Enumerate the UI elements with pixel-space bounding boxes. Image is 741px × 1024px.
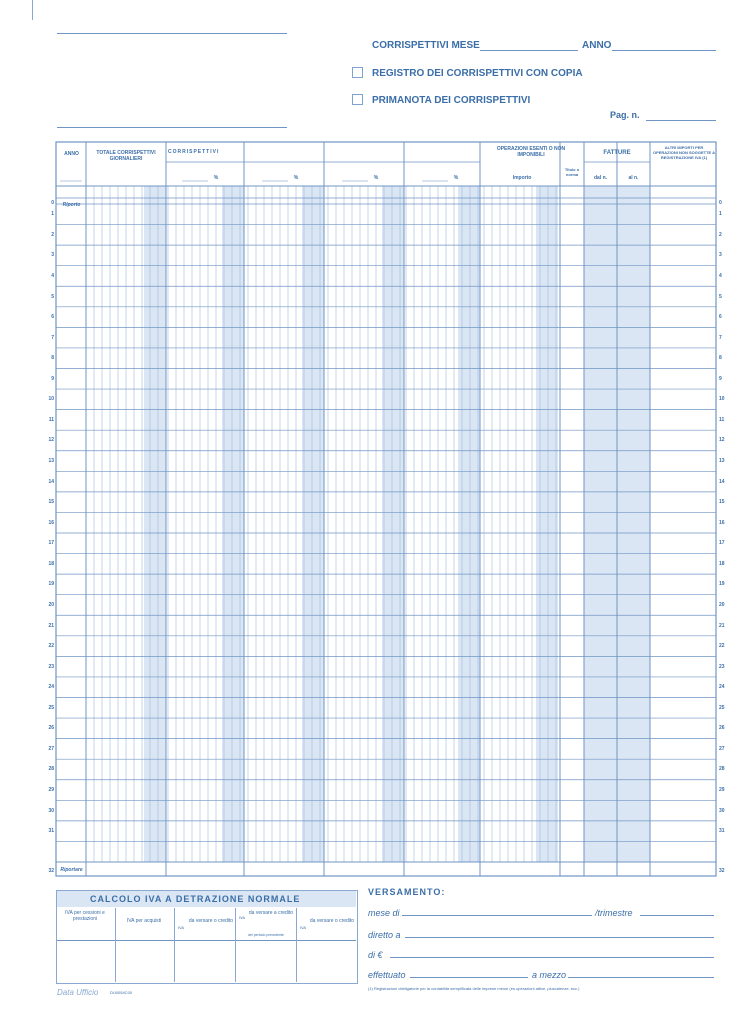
row-number-left: 8: [51, 355, 54, 362]
row-number-right: 24: [719, 684, 725, 691]
row-number-left: 7: [51, 334, 54, 341]
row-number-right: 17: [719, 540, 725, 547]
row-number-left: 27: [48, 745, 54, 752]
row-number-left: 29: [48, 787, 54, 794]
percent-label-3: %: [373, 175, 379, 181]
col-corrispettivi-header: CORRISPETTIVI: [168, 149, 220, 155]
row-number-right: 20: [719, 601, 725, 608]
row-number-left: 12: [48, 437, 54, 444]
row-number-right: 23: [719, 663, 725, 670]
row-number-right: 26: [719, 725, 725, 732]
riporto-label: Riporto: [62, 202, 81, 208]
row-number-right: 22: [719, 643, 725, 650]
row-number-left: 32: [48, 868, 54, 874]
versamento-effettuato-field[interactable]: [410, 977, 528, 978]
row-number-left: 19: [48, 581, 54, 588]
calcolo-col4: da versare a credito: [248, 910, 294, 916]
row-number-right: 0: [719, 200, 722, 206]
row-number-right: 12: [719, 437, 725, 444]
col-importo-header: Importo: [512, 175, 532, 181]
row-number-right: 8: [719, 355, 722, 362]
versamento-diretto-label: diretto a: [368, 930, 401, 940]
row-number-right: 29: [719, 787, 725, 794]
calcolo-title: CALCOLO IVA A DETRAZIONE NORMALE: [90, 894, 301, 904]
row-number-left: 23: [48, 663, 54, 670]
col-anno-header: ANNO: [64, 151, 79, 157]
versamento-euro-field[interactable]: [390, 957, 714, 958]
versamento-title: VERSAMENTO:: [368, 887, 446, 897]
row-number-right: 32: [719, 868, 725, 874]
row-number-left: 25: [48, 704, 54, 711]
row-number-left: 28: [48, 766, 54, 773]
row-number-right: 10: [719, 396, 725, 403]
row-number-left: 4: [51, 272, 54, 279]
row-number-right: 19: [719, 581, 725, 588]
row-number-right: 9: [719, 375, 722, 382]
footer-brand-logo: Data Ufficio: [57, 988, 99, 997]
row-number-left: 26: [48, 725, 54, 732]
row-number-right: 13: [719, 458, 725, 465]
row-number-right: 21: [719, 622, 725, 629]
row-number-left: 16: [48, 519, 54, 526]
row-number-left: 6: [51, 314, 54, 321]
row-number-left: 31: [48, 828, 54, 835]
row-number-left: 1: [51, 211, 54, 218]
calcolo-col4-sub: del periodo precedente: [248, 933, 284, 937]
calcolo-vdiv-3: [235, 908, 236, 982]
row-number-right: 7: [719, 334, 722, 341]
calcolo-col3-prefix: IVA: [177, 925, 185, 930]
row-number-left: 9: [51, 375, 54, 382]
col-titolo-header: Titolo o norma: [564, 167, 580, 177]
col-fatture-header: FATTURE: [603, 150, 631, 156]
row-number-right: 14: [719, 478, 725, 485]
row-number-left: 17: [48, 540, 54, 547]
row-number-left: 18: [48, 560, 54, 567]
calcolo-col3: da versare o credito: [188, 918, 234, 924]
calcolo-col5-prefix: IVA: [299, 925, 307, 930]
versamento-trimestre-field[interactable]: [640, 915, 714, 916]
row-number-left: 10: [48, 396, 54, 403]
row-number-left: 2: [51, 231, 54, 238]
row-number-right: 6: [719, 314, 722, 321]
row-number-right: 30: [719, 807, 725, 814]
row-number-right: 31: [719, 828, 725, 835]
versamento-mese-label: mese di: [368, 908, 400, 918]
pag-label: Pag. n.: [610, 110, 640, 120]
row-number-right: 5: [719, 293, 722, 300]
row-number-right: 25: [719, 704, 725, 711]
versamento-mese-field[interactable]: [402, 915, 592, 916]
versamento-effettuato-label: effettuato: [368, 970, 406, 980]
row-number-left: 15: [48, 499, 54, 506]
row-number-left: 3: [51, 252, 54, 259]
col-totale-header: TOTALE CORRISPETTIVI GIORNALIERI: [96, 150, 156, 162]
primanota-label: PRIMANOTA DEI CORRISPETTIVI: [372, 95, 531, 106]
row-number-left: 13: [48, 458, 54, 465]
row-number-left: 24: [48, 684, 54, 691]
calcolo-vdiv-2: [174, 908, 175, 982]
versamento-note: (1) Registrazioni obbligatorie per la contabilità semplificata delle imprese minori (es.operazioni attive, plusvalenze, ecc.): [368, 986, 580, 991]
footer-code: DU0054C00: [110, 990, 133, 995]
col-altri-header: ALTRI IMPORTI PER OPERAZIONI NON SOGGETTE A REGISTRAZIONE IVA (1): [652, 145, 716, 160]
calcolo-col2: IVA per acquisti: [126, 918, 162, 924]
corrispettivi-mese-label: CORRISPETTIVI MESE: [372, 40, 480, 51]
versamento-euro-label: di €: [368, 950, 383, 960]
row-number-right: 28: [719, 766, 725, 773]
percent-label-2: %: [293, 175, 299, 181]
col-al-header: al n.: [628, 175, 639, 181]
percent-label-1: %: [213, 175, 219, 181]
col-operazioni-header: OPERAZIONI ESENTI O NON IMPONIBILI: [496, 146, 566, 158]
versamento-mezzo-field[interactable]: [568, 977, 714, 978]
row-number-right: 15: [719, 499, 725, 506]
row-number-left: 21: [48, 622, 54, 629]
versamento-diretto-field[interactable]: [405, 937, 714, 938]
row-number-left: 22: [48, 643, 54, 650]
versamento-mezzo-label: a mezzo: [532, 970, 567, 980]
calcolo-col5: da versare o credito: [309, 918, 355, 924]
calcolo-header-divider: [57, 940, 356, 941]
calcolo-vdiv-4: [296, 908, 297, 982]
calcolo-col1: IVA per cessioni e prestazioni: [65, 910, 105, 922]
calcolo-col4-prefix: IVA: [238, 915, 246, 920]
versamento-trimestre-label: /trimestre: [595, 908, 633, 918]
row-number-right: 16: [719, 519, 725, 526]
row-number-left: 30: [48, 807, 54, 814]
riportare-label: Riportare: [60, 867, 83, 873]
calcolo-vdiv-1: [115, 908, 116, 982]
row-number-right: 3: [719, 252, 722, 259]
col-dal-header: dal n.: [593, 175, 608, 181]
row-number-left: 20: [48, 601, 54, 608]
row-number-left: 14: [48, 478, 54, 485]
percent-label-4: %: [453, 175, 459, 181]
registro-label: REGISTRO DEI CORRISPETTIVI CON COPIA: [372, 68, 583, 79]
anno-label: ANNO: [582, 40, 612, 51]
row-number-left: 11: [48, 416, 54, 423]
row-number-left: 0: [51, 200, 54, 206]
row-number-left: 5: [51, 293, 54, 300]
row-number-right: 1: [719, 211, 722, 218]
row-number-right: 4: [719, 272, 722, 279]
row-number-right: 11: [719, 416, 725, 423]
row-number-right: 2: [719, 231, 722, 238]
row-number-right: 18: [719, 560, 725, 567]
row-number-right: 27: [719, 745, 725, 752]
